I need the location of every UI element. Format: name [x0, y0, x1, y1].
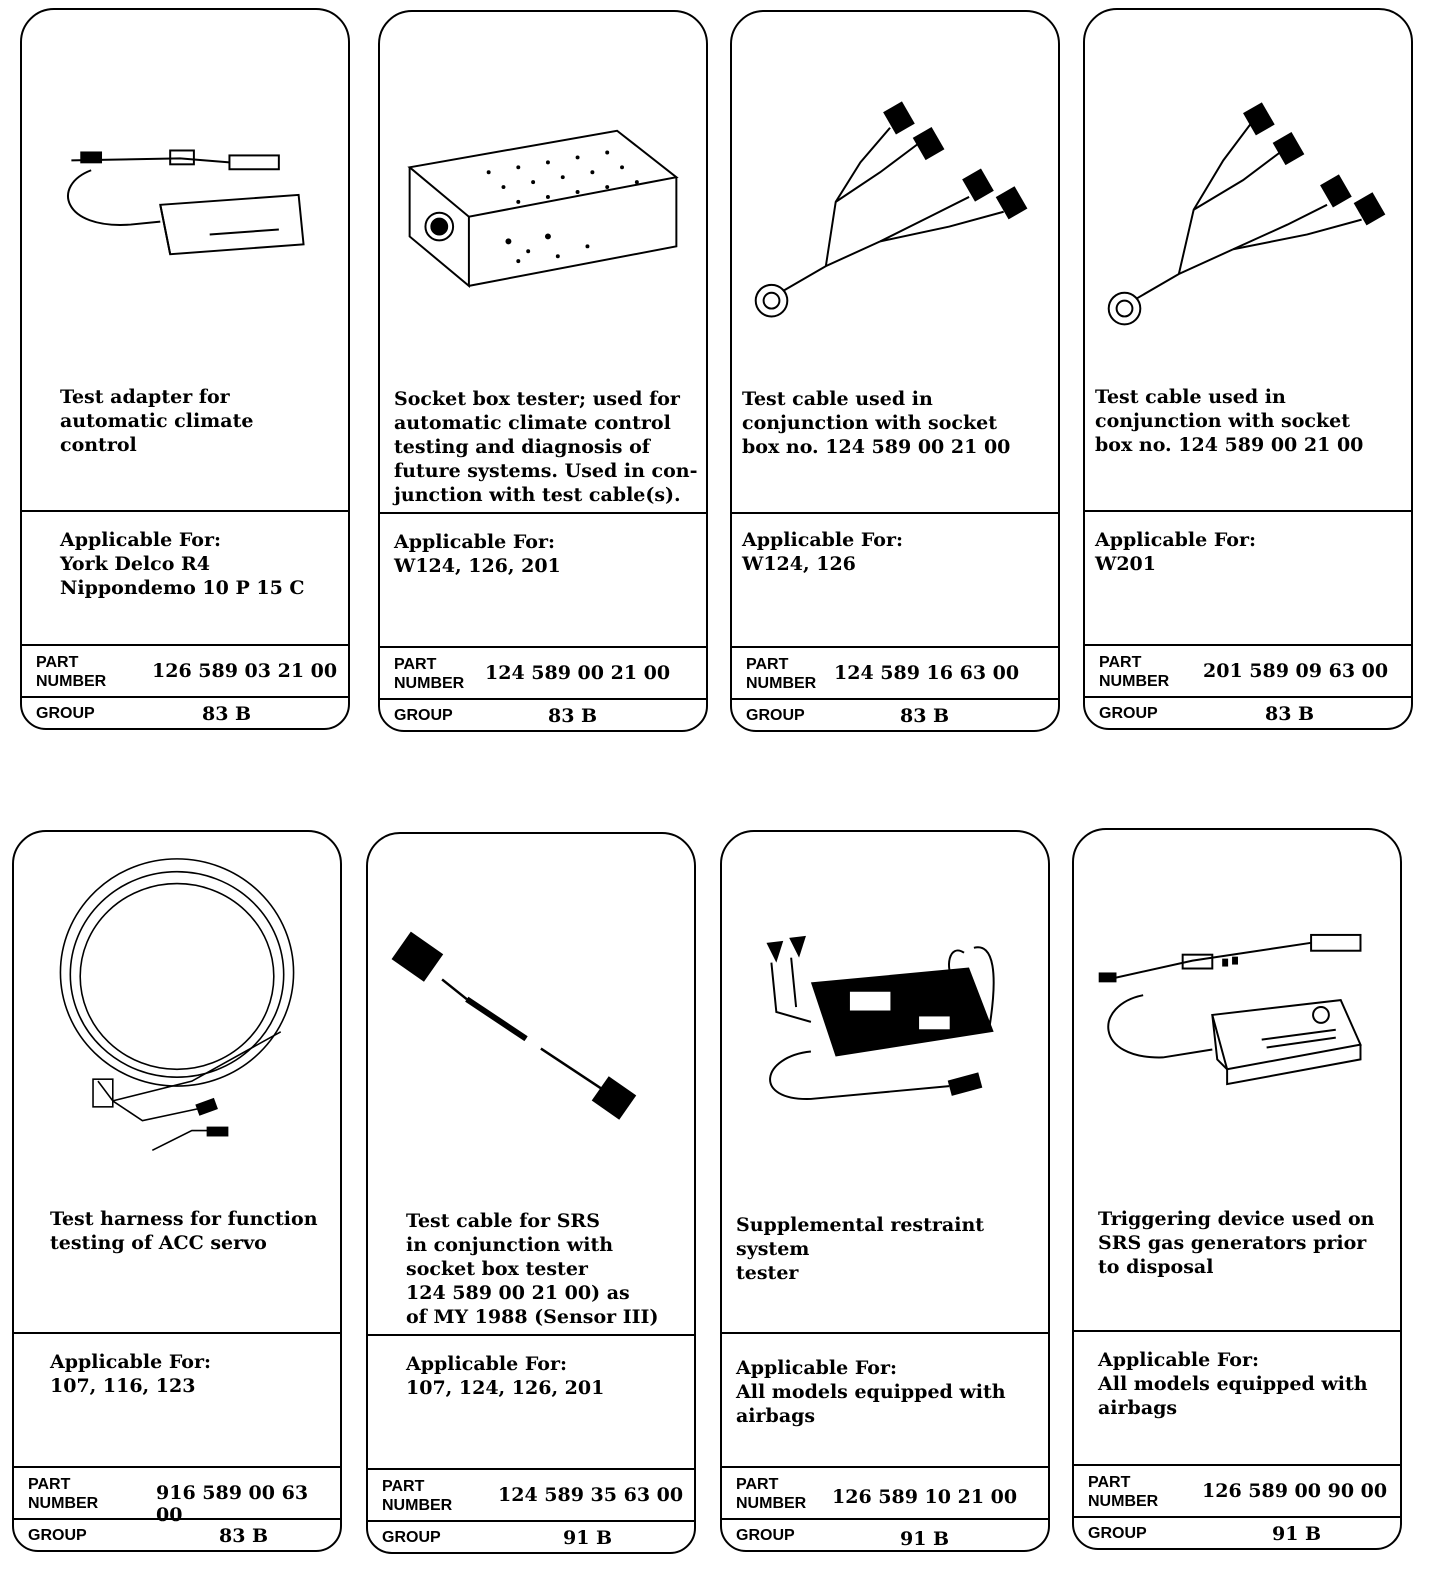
tool-description: Test adapter for automatic climate control [60, 386, 254, 456]
applicable-label: Applicable For: [1095, 529, 1256, 551]
part-number-label: PART NUMBER [736, 1476, 807, 1512]
tool-illustration [380, 12, 706, 372]
group-value: 83 B [1265, 703, 1315, 725]
test-harness-image [14, 832, 340, 1192]
applicable-models: W124, 126 [742, 553, 856, 575]
applicable-section [380, 512, 706, 648]
applicable-models: All models equipped with airbags [736, 1381, 1006, 1427]
tool-card [378, 10, 708, 732]
part-number-row [1085, 646, 1411, 698]
group-label: GROUP [28, 1527, 87, 1544]
applicable-label: Applicable For: [50, 1351, 211, 1373]
group-value: 91 B [900, 1528, 950, 1550]
tool-illustration [368, 834, 694, 1194]
part-number-row [380, 648, 706, 700]
applicable-label: Applicable For: [406, 1353, 567, 1375]
applicable-models: W201 [1095, 553, 1156, 575]
part-number-row [22, 646, 348, 698]
group-value: 83 B [202, 703, 252, 725]
tool-description: Test cable used in conjunction with socket box no. 124 589 00 21 00 [742, 388, 1011, 458]
applicable-section [368, 1334, 694, 1470]
part-number-row [722, 1468, 1048, 1520]
applicable-label: Applicable For: [742, 529, 903, 551]
applicable-models: 107, 124, 126, 201 [406, 1377, 605, 1399]
group-label: GROUP [1099, 705, 1158, 722]
applicable-label: Applicable For: [1098, 1349, 1259, 1371]
tool-illustration [732, 12, 1058, 372]
part-number-value: 126 589 10 21 00 [832, 1486, 1018, 1508]
applicable-models: W124, 126, 201 [394, 555, 561, 577]
part-number-row [14, 1468, 340, 1526]
part-number-label: PART NUMBER [394, 656, 465, 692]
part-number-label: PART NUMBER [746, 656, 817, 692]
part-number-value: 124 589 16 63 00 [834, 662, 1020, 684]
srs-tester-image [722, 832, 1048, 1192]
group-value: 91 B [563, 1527, 613, 1549]
applicable-label: Applicable For: [736, 1357, 897, 1379]
applicable-section [14, 1332, 340, 1468]
part-number-value: 916 589 00 63 00 [156, 1482, 309, 1526]
part-number-label: PART NUMBER [1088, 1474, 1159, 1510]
group-row [1074, 1518, 1400, 1550]
group-row [732, 700, 1058, 732]
part-number-value: 201 589 09 63 00 [1203, 660, 1389, 682]
triggering-device-image [1074, 830, 1400, 1190]
applicable-section [722, 1332, 1048, 1468]
tool-illustration [1074, 830, 1400, 1190]
tool-illustration [722, 832, 1048, 1192]
test-cable-image [1085, 10, 1411, 370]
tool-description: Supplemental restraint system tester [736, 1214, 985, 1284]
applicable-label: Applicable For: [394, 531, 555, 553]
group-value: 83 B [548, 705, 598, 727]
part-number-value: 126 589 03 21 00 [152, 660, 338, 682]
group-value: 83 B [900, 705, 950, 727]
srs-test-cable-image [368, 834, 694, 1194]
part-number-row [732, 648, 1058, 700]
group-label: GROUP [394, 707, 453, 724]
group-row [380, 700, 706, 732]
group-row [1085, 698, 1411, 730]
part-number-value: 126 589 00 90 00 [1202, 1480, 1388, 1502]
tool-description: Test cable for SRS in conjunction with socket box tester 124 589 00 21 00) as of MY 1988 (Sensor III) [406, 1210, 659, 1328]
part-number-value: 124 589 00 21 00 [485, 662, 671, 684]
group-row [368, 1522, 694, 1554]
group-label: GROUP [382, 1529, 441, 1546]
applicable-section [22, 510, 348, 646]
applicable-models: All models equipped with airbags [1098, 1373, 1368, 1419]
applicable-section [1085, 510, 1411, 646]
group-row [14, 1520, 340, 1552]
tool-illustration [14, 832, 340, 1192]
applicable-label: Applicable For: [60, 529, 221, 551]
group-value: 91 B [1272, 1523, 1322, 1545]
tool-illustration [1085, 10, 1411, 370]
test-adapter-image [22, 10, 348, 370]
tool-illustration [22, 10, 348, 370]
part-number-label: PART NUMBER [28, 1476, 99, 1512]
tool-card [720, 830, 1050, 1552]
tool-card [366, 832, 696, 1554]
group-label: GROUP [1088, 1525, 1147, 1542]
tool-card [12, 830, 342, 1552]
group-row [722, 1520, 1048, 1552]
group-value: 83 B [219, 1525, 269, 1547]
tool-card [20, 8, 350, 730]
group-label: GROUP [746, 707, 805, 724]
group-label: GROUP [36, 705, 95, 722]
tool-description: Test cable used in conjunction with socket box no. 124 589 00 21 00 [1095, 386, 1364, 456]
part-number-label: PART NUMBER [36, 654, 107, 690]
applicable-models: York Delco R4 Nippondemo 10 P 15 C [60, 553, 305, 599]
part-number-label: PART NUMBER [382, 1478, 453, 1514]
applicable-section [1074, 1330, 1400, 1466]
applicable-section [732, 512, 1058, 648]
tool-card [730, 10, 1060, 732]
tool-description: Socket box tester; used for automatic climate control testing and diagnosis of future systems. Used in con- junction with test cable(s). [394, 388, 698, 506]
applicable-models: 107, 116, 123 [50, 1375, 196, 1397]
socket-box-image [380, 12, 706, 372]
tool-card [1083, 8, 1413, 730]
part-number-label: PART NUMBER [1099, 654, 1170, 690]
tool-card [1072, 828, 1402, 1550]
tool-description: Triggering device used on SRS gas generators prior to disposal [1098, 1208, 1375, 1278]
part-number-row [368, 1470, 694, 1522]
part-number-row [1074, 1466, 1400, 1518]
test-cable-image [732, 12, 1058, 372]
tool-description: Test harness for function testing of ACC servo [50, 1208, 318, 1254]
group-label: GROUP [736, 1527, 795, 1544]
part-number-value: 124 589 35 63 00 [498, 1484, 684, 1506]
group-row [22, 698, 348, 730]
